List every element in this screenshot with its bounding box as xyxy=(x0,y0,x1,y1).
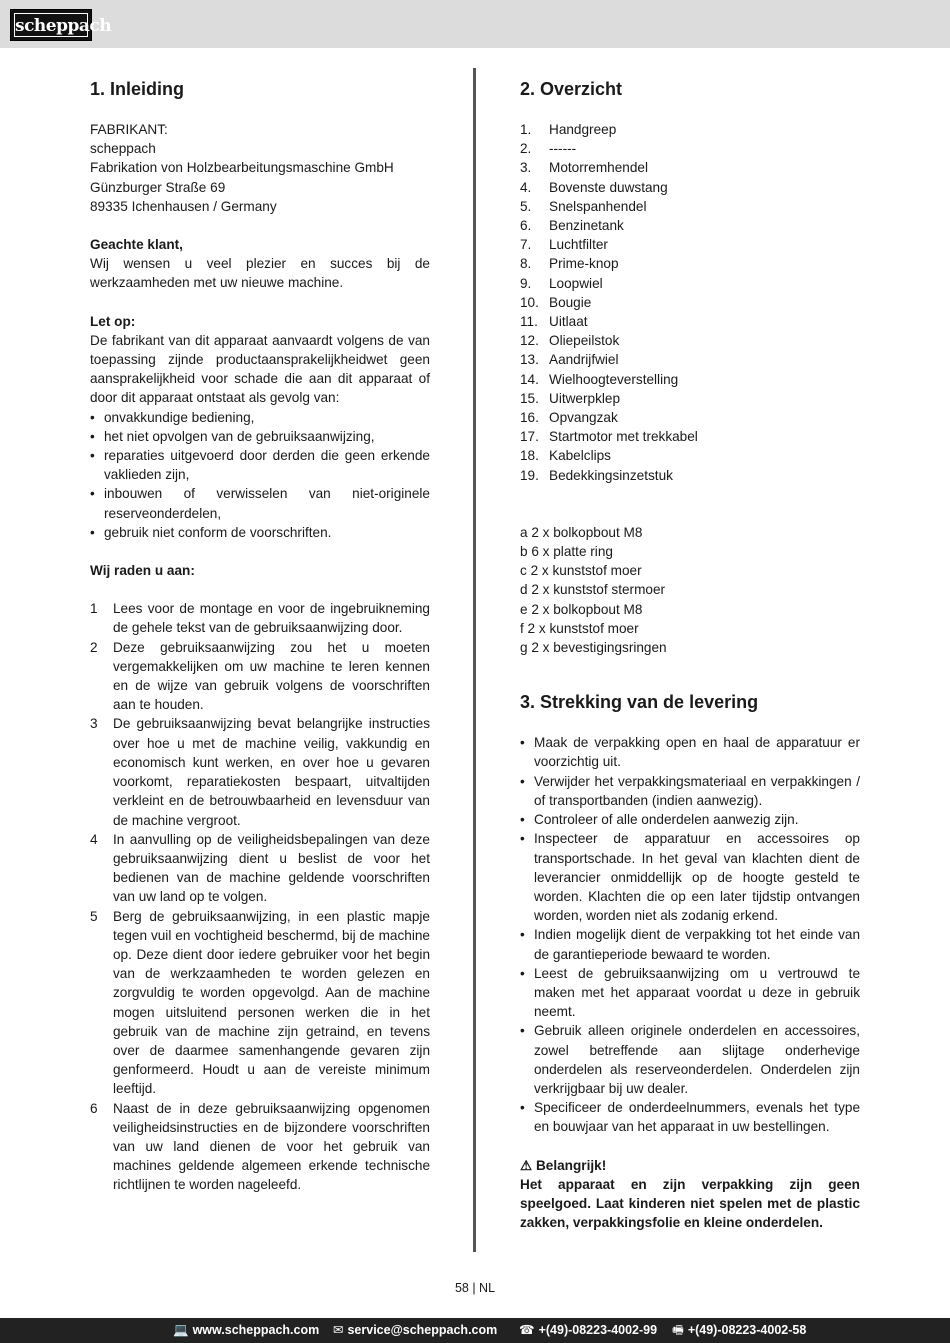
list-item: • Controleer of alle onderdelen aanwezig zijn. xyxy=(520,810,860,829)
item-number: 3. xyxy=(520,160,532,176)
list-item xyxy=(520,120,860,139)
list-item: • reparaties uitgevoerd door derden die geen erkende vaklieden zijn, xyxy=(90,446,430,484)
item-number: 4. xyxy=(520,179,532,195)
list-item xyxy=(520,197,860,216)
list-item xyxy=(90,830,430,907)
list-item xyxy=(520,350,860,369)
parts-list xyxy=(520,523,860,657)
item-label: Wielhoogteverstelling xyxy=(549,371,679,387)
item-number: 10. xyxy=(520,294,539,310)
list-item: • Inspecteer de apparatuur en accessoires op transportschade. In het geval van klachten dient de leverancier onmiddellijk op de hoogte gesteld te worden. Klachten die op een later tijdstip ontvangen worden, worden niet als zodanig erkend. xyxy=(520,829,860,925)
manufacturer-address xyxy=(90,120,430,216)
list-item xyxy=(520,216,860,235)
item-label: Prime-knop xyxy=(549,256,619,272)
note-list xyxy=(90,408,430,542)
phone-contact xyxy=(519,1318,657,1343)
item-number: 16. xyxy=(520,410,539,426)
phone-icon: ☎ xyxy=(519,1323,535,1337)
header-bar xyxy=(0,0,950,48)
item-label: Aandrijfwiel xyxy=(549,352,619,368)
section-title-overview: 2. Overzicht xyxy=(520,79,623,99)
list-item: • Leest de gebruiksaanwijzing om u vertrouwd te maken met het apparaat voordat u deze in gebruik neemt. xyxy=(520,964,860,1022)
list-item xyxy=(520,389,860,408)
list-item: • gebruik niet conform de voorschriften. xyxy=(90,523,430,542)
warning-icon: ⚠ xyxy=(520,1157,533,1173)
list-item xyxy=(520,178,860,197)
delivery-list xyxy=(520,733,860,1136)
address-line: 89335 Ichenhausen / Germany xyxy=(90,198,277,214)
computer-icon: 💻 xyxy=(173,1323,189,1337)
item-number: 5 xyxy=(90,908,98,924)
website-link[interactable]: www.scheppach.com xyxy=(192,1323,320,1337)
note-title: Let op: xyxy=(90,313,136,329)
list-item xyxy=(90,638,430,715)
list-item xyxy=(520,446,860,465)
address-line: FABRIKANT: xyxy=(90,122,168,137)
list-item xyxy=(520,427,860,446)
item-text: Naast de in deze gebruiksaanwijzing opgenomen veiligheidsinstructies en de bijzondere voorschriften van uw land dienen de voor het gebruik van machines geldende algemeen erkende technische richtlijnen te worden nageleefd. xyxy=(113,1100,430,1193)
item-number: 8. xyxy=(520,256,532,272)
list-item: • Gebruik alleen originele onderdelen en accessoires, zowel betreffende aan slijtage onderhevige onderdelen als reserveonderdelen. Onderdelen zijn verkrijgbaar bij uw dealer. xyxy=(520,1021,860,1098)
fax-number: +(49)-08223-4002-58 xyxy=(687,1323,807,1337)
part-line: a 2 x bolkopbout M8 xyxy=(520,524,643,540)
item-number: 2. xyxy=(520,141,532,157)
item-number: 11. xyxy=(520,314,538,330)
list-item xyxy=(90,599,430,637)
advice-list xyxy=(90,599,430,1194)
item-text: Deze gebruiksaanwijzing zou het u moeten vergemakkelijken om uw machine te leren kennen en de wijze van gebruik volgens de voorschriften aan te houden. xyxy=(113,639,430,713)
item-label: Benzinetank xyxy=(549,218,624,234)
warning-title: Belangrijk! xyxy=(535,1157,607,1173)
item-label: Loopwiel xyxy=(549,275,603,291)
list-item xyxy=(520,312,860,331)
part-line: g 2 x bevestigingsringen xyxy=(520,640,667,656)
list-item xyxy=(520,331,860,350)
item-number: 5. xyxy=(520,198,532,214)
list-item: • Verwijder het verpakkingsmateriaal en verpakkingen / of transportbanden (indien aanwezig). xyxy=(520,772,860,810)
item-label: Uitwerpklep xyxy=(549,390,621,406)
address-line: Fabrikation von Holzbearbeitungsmaschine GmbH xyxy=(90,160,394,176)
note-text: De fabrikant van dit apparaat aanvaardt volgens de van toepassing zijnde productaansprakelijkheidwet geen aansprakelijkheid voor schade die aan dit apparaat of door dit apparaat ontstaat als gevolg van: xyxy=(90,332,430,406)
warning-heading xyxy=(520,1156,860,1175)
column-divider xyxy=(473,68,476,1252)
contact-bar xyxy=(0,1318,950,1343)
phone-number: +(49)-08223-4002-99 xyxy=(538,1323,658,1337)
item-label: Handgreep xyxy=(549,122,617,137)
overview-list xyxy=(520,120,860,485)
item-number: 6 xyxy=(90,1100,98,1116)
item-text: In aanvulling op de veiligheidsbepalingen van deze gebruiksaanwijzing dient u beslist de voor het bedienen van de machine geldende voorschriften van uw land op te volgen. xyxy=(113,831,430,905)
list-item xyxy=(90,1099,430,1195)
list-item xyxy=(520,158,860,177)
item-number: 15. xyxy=(520,390,539,406)
item-text: Berg de gebruiksaanwijzing, in een plastic mapje tegen vuil en vochtigheid beschermd, bij de machine op. Deze dient door iedere gebruiker voor het begin van de werkzaamheden te worden gelezen en zorgvuldig te worden opgevolgd. Aan de machine mogen uitsluitend personen werken die in het gebruik van de machine zijn getraind, en tevens over de daarmee samenhangende gevaren zijn genformeerd. Houdt u aan de vereiste minimum leeftijd. xyxy=(113,908,430,1097)
list-item xyxy=(90,714,430,829)
list-item xyxy=(520,408,860,427)
list-item xyxy=(520,235,860,254)
scheppach-logo xyxy=(10,9,112,41)
item-label: Luchtfilter xyxy=(549,237,608,253)
item-text: Lees voor de montage en voor de ingebruikneming de gehele tekst van de gebruiksaanwijzing door. xyxy=(113,601,430,636)
section-title-delivery: 3. Strekking van de levering xyxy=(520,692,759,713)
greeting-title: Geachte klant, xyxy=(90,237,183,253)
item-label: Opvangzak xyxy=(549,410,618,426)
item-label: Bedekkingsinzetstuk xyxy=(549,467,673,483)
left-column xyxy=(90,78,430,1195)
list-item xyxy=(520,293,860,312)
page-number: 58 | NL xyxy=(454,1281,496,1295)
address-line: scheppach xyxy=(90,141,156,157)
item-number: 19. xyxy=(520,467,539,483)
item-label: Motorremhendel xyxy=(549,160,648,176)
list-item: • het niet opvolgen van de gebruiksaanwijzing, xyxy=(90,427,430,446)
list-item xyxy=(520,370,860,389)
item-number: 14. xyxy=(520,371,539,387)
item-label: Kabelclips xyxy=(549,448,611,464)
greeting-text: Wij wensen u veel plezier en succes bij de werkzaamheden met uw nieuwe machine. xyxy=(90,256,430,291)
item-number: 7. xyxy=(520,237,532,253)
list-item xyxy=(520,139,860,158)
item-number: 12. xyxy=(520,333,539,349)
list-item: • inbouwen of verwisselen van niet-originele reserveonderdelen, xyxy=(90,484,430,522)
email-link[interactable]: service@scheppach.com xyxy=(347,1323,498,1337)
list-item: • onvakkundige bediening, xyxy=(90,408,430,427)
section-title-introduction: 1. Inleiding xyxy=(90,79,185,99)
item-number: 6. xyxy=(520,218,532,234)
mail-icon: ✉ xyxy=(333,1323,344,1337)
item-number: 1 xyxy=(90,601,98,617)
item-number: 13. xyxy=(520,352,539,368)
address-line: Günzburger Straße 69 xyxy=(90,179,226,195)
item-label: Bougie xyxy=(549,294,592,310)
fax-icon: 🖷 xyxy=(672,1323,684,1337)
website-contact xyxy=(173,1318,319,1343)
list-item xyxy=(520,466,860,485)
part-line: f 2 x kunststof moer xyxy=(520,620,639,636)
item-number: 9. xyxy=(520,275,532,291)
item-number: 4 xyxy=(90,831,98,847)
item-label: Startmotor met trekkabel xyxy=(549,429,698,445)
item-number: 17. xyxy=(520,429,539,445)
list-item xyxy=(520,274,860,293)
part-line: b 6 x platte ring xyxy=(520,544,613,560)
item-label: Uitlaat xyxy=(549,314,588,330)
right-column xyxy=(520,78,860,1232)
item-text: De gebruiksaanwijzing bevat belangrijke instructies over hoe u met de machine veilig, vakkundig en economisch kunt werken, en over hoe u gevaren voorkomt, reparatiekosten bespaart, uitvaltijden verkleint en de betrouwbaarheid en levensduur van de machine vergroot. xyxy=(113,716,430,828)
item-label: Bovenste duwstang xyxy=(549,179,668,195)
item-label: ------ xyxy=(549,141,577,157)
email-contact xyxy=(333,1318,497,1343)
item-number: 1. xyxy=(520,122,532,137)
list-item: • Maak de verpakking open en haal de apparatuur er voorzichtig uit. xyxy=(520,733,860,771)
fax-contact xyxy=(672,1318,806,1343)
part-line: c 2 x kunststof moer xyxy=(520,563,642,579)
list-item xyxy=(90,907,430,1099)
item-number: 18. xyxy=(520,448,539,464)
list-item: • Specificeer de onderdeelnummers, evenals het type en bouwjaar van het apparaat in uw bestellingen. xyxy=(520,1098,860,1136)
warning-text: Het apparaat en zijn verpakking zijn geen speelgoed. Laat kinderen niet spelen met de plastic zakken, verpakkingsfolie en kleine onderdelen. xyxy=(520,1176,860,1231)
list-item xyxy=(520,254,860,273)
part-line: d 2 x kunststof stermoer xyxy=(520,582,666,598)
list-item: • Indien mogelijk dient de verpakking tot het einde van de garantieperiode bewaard te worden. xyxy=(520,925,860,963)
advice-title: Wij raden u aan: xyxy=(90,563,195,579)
item-label: Snelspanhendel xyxy=(549,198,647,214)
item-label: Oliepeilstok xyxy=(549,333,620,349)
part-line: e 2 x bolkopbout M8 xyxy=(520,601,643,617)
item-number: 3 xyxy=(90,716,98,732)
item-number: 2 xyxy=(90,639,98,655)
logo-text: scheppach xyxy=(14,13,88,37)
